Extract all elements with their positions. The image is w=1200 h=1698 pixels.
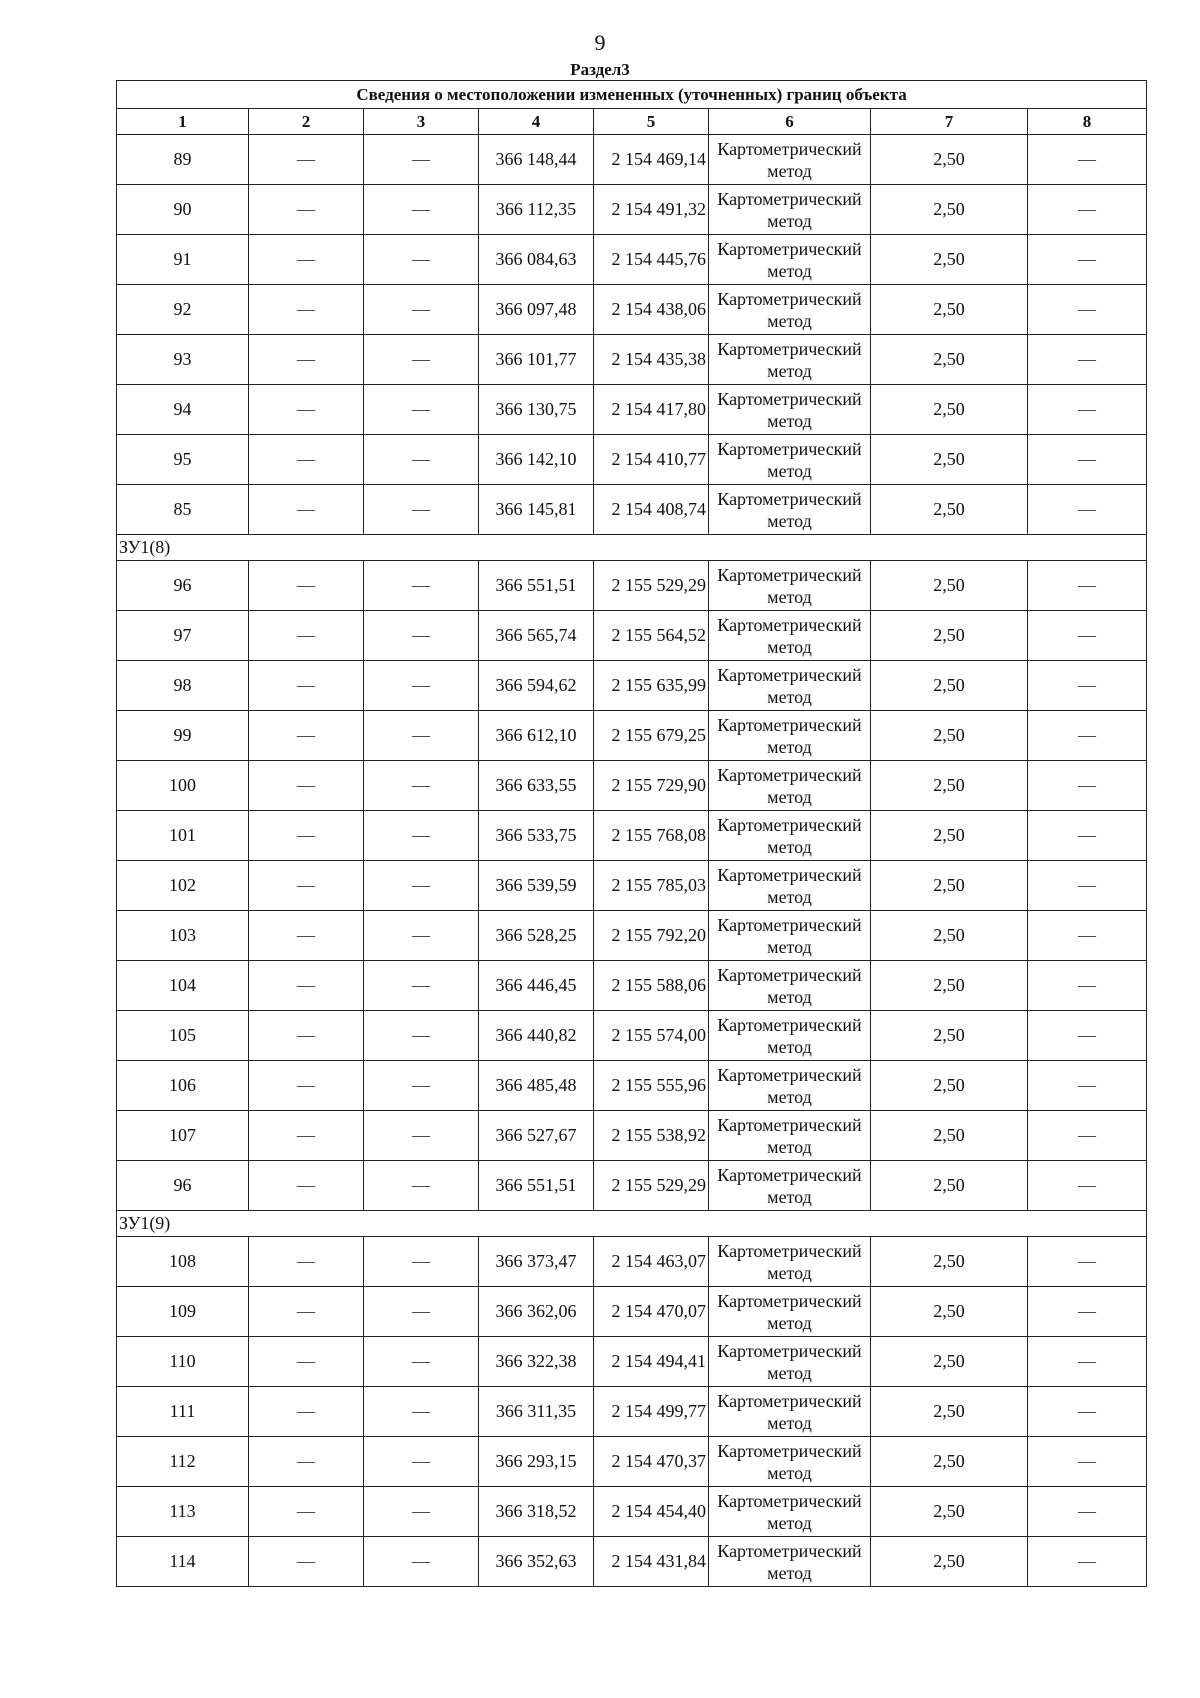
method: Картометрический метод [709, 185, 871, 235]
x-coordinate: 366 142,10 [479, 435, 594, 485]
table-row [117, 135, 1147, 185]
table-row [117, 485, 1147, 535]
accuracy: 2,50 [871, 235, 1028, 285]
table-row [117, 1287, 1147, 1337]
table-row [117, 185, 1147, 235]
point-number: 92 [117, 285, 249, 335]
x-coordinate: 366 311,35 [479, 1387, 594, 1437]
x-coordinate: 366 084,63 [479, 235, 594, 285]
x-coordinate: 366 352,63 [479, 1537, 594, 1587]
x-coordinate: 366 293,15 [479, 1437, 594, 1487]
method: Картометрический метод [709, 1061, 871, 1111]
boundary-coordinates-table [116, 80, 1147, 1587]
col-2-value: — [249, 385, 364, 435]
accuracy: 2,50 [871, 1437, 1028, 1487]
x-coordinate: 366 527,67 [479, 1111, 594, 1161]
y-coordinate: 2 155 574,00 [594, 1011, 709, 1061]
col-3-value: — [364, 1337, 479, 1387]
col-2-value: — [249, 961, 364, 1011]
point-number: 93 [117, 335, 249, 385]
point-number: 100 [117, 761, 249, 811]
point-number: 91 [117, 235, 249, 285]
method: Картометрический метод [709, 811, 871, 861]
table-row [117, 1061, 1147, 1111]
accuracy: 2,50 [871, 335, 1028, 385]
x-coordinate: 366 533,75 [479, 811, 594, 861]
y-coordinate: 2 155 588,06 [594, 961, 709, 1011]
table-row [117, 911, 1147, 961]
col-8-value: — [1028, 435, 1147, 485]
x-coordinate: 366 145,81 [479, 485, 594, 535]
y-coordinate: 2 154 494,41 [594, 1337, 709, 1387]
method: Картометрический метод [709, 1287, 871, 1337]
col-8-value: — [1028, 1287, 1147, 1337]
y-coordinate: 2 154 469,14 [594, 135, 709, 185]
table-row [117, 961, 1147, 1011]
y-coordinate: 2 154 435,38 [594, 335, 709, 385]
col-2-value: — [249, 1161, 364, 1211]
method: Картометрический метод [709, 385, 871, 435]
col-2-value: — [249, 1387, 364, 1437]
y-coordinate: 2 154 438,06 [594, 285, 709, 335]
x-coordinate: 366 130,75 [479, 385, 594, 435]
col-2-value: — [249, 1337, 364, 1387]
table-row [117, 435, 1147, 485]
col-8-value: — [1028, 711, 1147, 761]
col-3-value: — [364, 1111, 479, 1161]
method: Картометрический метод [709, 911, 871, 961]
method: Картометрический метод [709, 661, 871, 711]
col-8-value: — [1028, 1437, 1147, 1487]
table-row [117, 1011, 1147, 1061]
col-3-value: — [364, 1161, 479, 1211]
method: Картометрический метод [709, 335, 871, 385]
col-2-value: — [249, 1011, 364, 1061]
method: Картометрический метод [709, 1337, 871, 1387]
group-header-row [117, 1211, 1147, 1237]
col-2-value: — [249, 1537, 364, 1587]
method: Картометрический метод [709, 861, 871, 911]
point-number: 111 [117, 1387, 249, 1437]
table-row [117, 661, 1147, 711]
accuracy: 2,50 [871, 611, 1028, 661]
method: Картометрический метод [709, 961, 871, 1011]
col-8-value: — [1028, 385, 1147, 435]
col-8-value: — [1028, 485, 1147, 535]
col-8-value: — [1028, 861, 1147, 911]
col-3-value: — [364, 235, 479, 285]
col-2-value: — [249, 1437, 364, 1487]
accuracy: 2,50 [871, 911, 1028, 961]
group-header-row [117, 535, 1147, 561]
y-coordinate: 2 154 470,37 [594, 1437, 709, 1487]
method: Картометрический метод [709, 561, 871, 611]
col-3-value: — [364, 435, 479, 485]
x-coordinate: 366 148,44 [479, 135, 594, 185]
point-number: 96 [117, 1161, 249, 1211]
y-coordinate: 2 155 564,52 [594, 611, 709, 661]
col-8-value: — [1028, 661, 1147, 711]
col-8-value: — [1028, 285, 1147, 335]
accuracy: 2,50 [871, 1011, 1028, 1061]
method: Картометрический метод [709, 1487, 871, 1537]
x-coordinate: 366 539,59 [479, 861, 594, 911]
col-8-value: — [1028, 135, 1147, 185]
accuracy: 2,50 [871, 661, 1028, 711]
y-coordinate: 2 154 408,74 [594, 485, 709, 535]
y-coordinate: 2 154 431,84 [594, 1537, 709, 1587]
col-2-value: — [249, 485, 364, 535]
col-2-value: — [249, 561, 364, 611]
x-coordinate: 366 322,38 [479, 1337, 594, 1387]
col-2-value: — [249, 135, 364, 185]
accuracy: 2,50 [871, 135, 1028, 185]
point-number: 110 [117, 1337, 249, 1387]
point-number: 85 [117, 485, 249, 535]
col-8-value: — [1028, 1061, 1147, 1111]
method: Картометрический метод [709, 611, 871, 661]
y-coordinate: 2 154 491,32 [594, 185, 709, 235]
col-8-value: — [1028, 611, 1147, 661]
point-number: 113 [117, 1487, 249, 1537]
col-2-value: — [249, 711, 364, 761]
table-row [117, 1437, 1147, 1487]
y-coordinate: 2 154 470,07 [594, 1287, 709, 1337]
col-8-value: — [1028, 1111, 1147, 1161]
accuracy: 2,50 [871, 561, 1028, 611]
table-row [117, 1111, 1147, 1161]
col-3-value: — [364, 135, 479, 185]
table-caption: Сведения о местоположении измененных (уточненных) границ объекта [117, 81, 1147, 109]
col-3-value: — [364, 1437, 479, 1487]
point-number: 89 [117, 135, 249, 185]
col-3-value: — [364, 1487, 479, 1537]
accuracy: 2,50 [871, 1237, 1028, 1287]
point-number: 94 [117, 385, 249, 435]
column-number: 5 [594, 109, 709, 135]
accuracy: 2,50 [871, 435, 1028, 485]
col-8-value: — [1028, 1387, 1147, 1437]
x-coordinate: 366 446,45 [479, 961, 594, 1011]
col-8-value: — [1028, 335, 1147, 385]
column-number-row [117, 109, 1147, 135]
table-row [117, 1487, 1147, 1537]
col-3-value: — [364, 911, 479, 961]
point-number: 105 [117, 1011, 249, 1061]
col-2-value: — [249, 811, 364, 861]
column-number: 3 [364, 109, 479, 135]
col-2-value: — [249, 1237, 364, 1287]
table-row [117, 1237, 1147, 1287]
col-8-value: — [1028, 1537, 1147, 1587]
col-3-value: — [364, 485, 479, 535]
col-2-value: — [249, 611, 364, 661]
col-2-value: — [249, 861, 364, 911]
col-2-value: — [249, 335, 364, 385]
table-row [117, 335, 1147, 385]
method: Картометрический метод [709, 1437, 871, 1487]
column-number: 8 [1028, 109, 1147, 135]
x-coordinate: 366 440,82 [479, 1011, 594, 1061]
column-number: 4 [479, 109, 594, 135]
table-row [117, 235, 1147, 285]
col-8-value: — [1028, 235, 1147, 285]
accuracy: 2,50 [871, 1061, 1028, 1111]
y-coordinate: 2 155 792,20 [594, 911, 709, 961]
col-2-value: — [249, 1061, 364, 1111]
col-3-value: — [364, 1537, 479, 1587]
col-8-value: — [1028, 911, 1147, 961]
y-coordinate: 2 155 538,92 [594, 1111, 709, 1161]
point-number: 104 [117, 961, 249, 1011]
col-8-value: — [1028, 811, 1147, 861]
y-coordinate: 2 155 785,03 [594, 861, 709, 911]
x-coordinate: 366 594,62 [479, 661, 594, 711]
y-coordinate: 2 154 445,76 [594, 235, 709, 285]
x-coordinate: 366 318,52 [479, 1487, 594, 1537]
method: Картометрический метод [709, 1237, 871, 1287]
table-row [117, 861, 1147, 911]
y-coordinate: 2 154 499,77 [594, 1387, 709, 1437]
accuracy: 2,50 [871, 1537, 1028, 1587]
x-coordinate: 366 112,35 [479, 185, 594, 235]
col-8-value: — [1028, 1487, 1147, 1537]
x-coordinate: 366 612,10 [479, 711, 594, 761]
group-label: ЗУ1(9) [117, 1211, 1147, 1237]
y-coordinate: 2 154 410,77 [594, 435, 709, 485]
accuracy: 2,50 [871, 485, 1028, 535]
page-number: 9 [594, 30, 606, 55]
col-8-value: — [1028, 1337, 1147, 1387]
col-2-value: — [249, 185, 364, 235]
col-3-value: — [364, 761, 479, 811]
accuracy: 2,50 [871, 385, 1028, 435]
col-8-value: — [1028, 1237, 1147, 1287]
column-number: 7 [871, 109, 1028, 135]
col-3-value: — [364, 385, 479, 435]
col-2-value: — [249, 761, 364, 811]
column-number: 6 [709, 109, 871, 135]
x-coordinate: 366 551,51 [479, 561, 594, 611]
x-coordinate: 366 362,06 [479, 1287, 594, 1337]
y-coordinate: 2 154 454,40 [594, 1487, 709, 1537]
col-3-value: — [364, 861, 479, 911]
accuracy: 2,50 [871, 185, 1028, 235]
accuracy: 2,50 [871, 711, 1028, 761]
table-row [117, 285, 1147, 335]
x-coordinate: 366 551,51 [479, 1161, 594, 1211]
table-body [117, 135, 1147, 1587]
method: Картометрический метод [709, 235, 871, 285]
x-coordinate: 366 373,47 [479, 1237, 594, 1287]
accuracy: 2,50 [871, 1161, 1028, 1211]
col-2-value: — [249, 911, 364, 961]
point-number: 96 [117, 561, 249, 611]
col-8-value: — [1028, 561, 1147, 611]
method: Картометрический метод [709, 761, 871, 811]
point-number: 97 [117, 611, 249, 661]
x-coordinate: 366 097,48 [479, 285, 594, 335]
point-number: 106 [117, 1061, 249, 1111]
col-3-value: — [364, 961, 479, 1011]
y-coordinate: 2 155 679,25 [594, 711, 709, 761]
x-coordinate: 366 565,74 [479, 611, 594, 661]
accuracy: 2,50 [871, 861, 1028, 911]
point-number: 108 [117, 1237, 249, 1287]
point-number: 107 [117, 1111, 249, 1161]
y-coordinate: 2 155 529,29 [594, 561, 709, 611]
column-number: 1 [117, 109, 249, 135]
accuracy: 2,50 [871, 1387, 1028, 1437]
table-row [117, 811, 1147, 861]
table-row [117, 711, 1147, 761]
col-3-value: — [364, 1011, 479, 1061]
section-title: Раздел3 [570, 60, 630, 79]
table-row [117, 1161, 1147, 1211]
method: Картометрический метод [709, 435, 871, 485]
point-number: 99 [117, 711, 249, 761]
col-2-value: — [249, 1287, 364, 1337]
point-number: 114 [117, 1537, 249, 1587]
col-3-value: — [364, 1237, 479, 1287]
y-coordinate: 2 155 768,08 [594, 811, 709, 861]
col-3-value: — [364, 711, 479, 761]
method: Картометрический метод [709, 1011, 871, 1061]
point-number: 102 [117, 861, 249, 911]
method: Картометрический метод [709, 135, 871, 185]
col-3-value: — [364, 1387, 479, 1437]
y-coordinate: 2 154 463,07 [594, 1237, 709, 1287]
y-coordinate: 2 154 417,80 [594, 385, 709, 435]
col-8-value: — [1028, 185, 1147, 235]
method: Картометрический метод [709, 285, 871, 335]
col-2-value: — [249, 1111, 364, 1161]
col-3-value: — [364, 285, 479, 335]
col-3-value: — [364, 561, 479, 611]
point-number: 98 [117, 661, 249, 711]
col-3-value: — [364, 811, 479, 861]
table-row [117, 561, 1147, 611]
col-2-value: — [249, 235, 364, 285]
col-8-value: — [1028, 961, 1147, 1011]
method: Картометрический метод [709, 1111, 871, 1161]
accuracy: 2,50 [871, 811, 1028, 861]
method: Картометрический метод [709, 711, 871, 761]
point-number: 112 [117, 1437, 249, 1487]
column-number: 2 [249, 109, 364, 135]
y-coordinate: 2 155 555,96 [594, 1061, 709, 1111]
table-row [117, 1337, 1147, 1387]
point-number: 101 [117, 811, 249, 861]
col-3-value: — [364, 661, 479, 711]
group-label: ЗУ1(8) [117, 535, 1147, 561]
table-row [117, 761, 1147, 811]
method: Картометрический метод [709, 1537, 871, 1587]
accuracy: 2,50 [871, 1337, 1028, 1387]
col-3-value: — [364, 1061, 479, 1111]
col-3-value: — [364, 611, 479, 661]
y-coordinate: 2 155 529,29 [594, 1161, 709, 1211]
x-coordinate: 366 485,48 [479, 1061, 594, 1111]
accuracy: 2,50 [871, 285, 1028, 335]
y-coordinate: 2 155 729,90 [594, 761, 709, 811]
col-8-value: — [1028, 761, 1147, 811]
method: Картометрический метод [709, 485, 871, 535]
x-coordinate: 366 633,55 [479, 761, 594, 811]
col-8-value: — [1028, 1161, 1147, 1211]
table-row [117, 1537, 1147, 1587]
col-3-value: — [364, 1287, 479, 1337]
point-number: 109 [117, 1287, 249, 1337]
accuracy: 2,50 [871, 1111, 1028, 1161]
method: Картометрический метод [709, 1161, 871, 1211]
col-2-value: — [249, 435, 364, 485]
y-coordinate: 2 155 635,99 [594, 661, 709, 711]
accuracy: 2,50 [871, 1487, 1028, 1537]
col-3-value: — [364, 185, 479, 235]
col-2-value: — [249, 1487, 364, 1537]
point-number: 90 [117, 185, 249, 235]
table-row [117, 611, 1147, 661]
point-number: 103 [117, 911, 249, 961]
col-2-value: — [249, 661, 364, 711]
point-number: 95 [117, 435, 249, 485]
col-8-value: — [1028, 1011, 1147, 1061]
table-row [117, 385, 1147, 435]
col-2-value: — [249, 285, 364, 335]
method: Картометрический метод [709, 1387, 871, 1437]
accuracy: 2,50 [871, 761, 1028, 811]
accuracy: 2,50 [871, 961, 1028, 1011]
col-3-value: — [364, 335, 479, 385]
x-coordinate: 366 101,77 [479, 335, 594, 385]
table-row [117, 1387, 1147, 1437]
accuracy: 2,50 [871, 1287, 1028, 1337]
x-coordinate: 366 528,25 [479, 911, 594, 961]
